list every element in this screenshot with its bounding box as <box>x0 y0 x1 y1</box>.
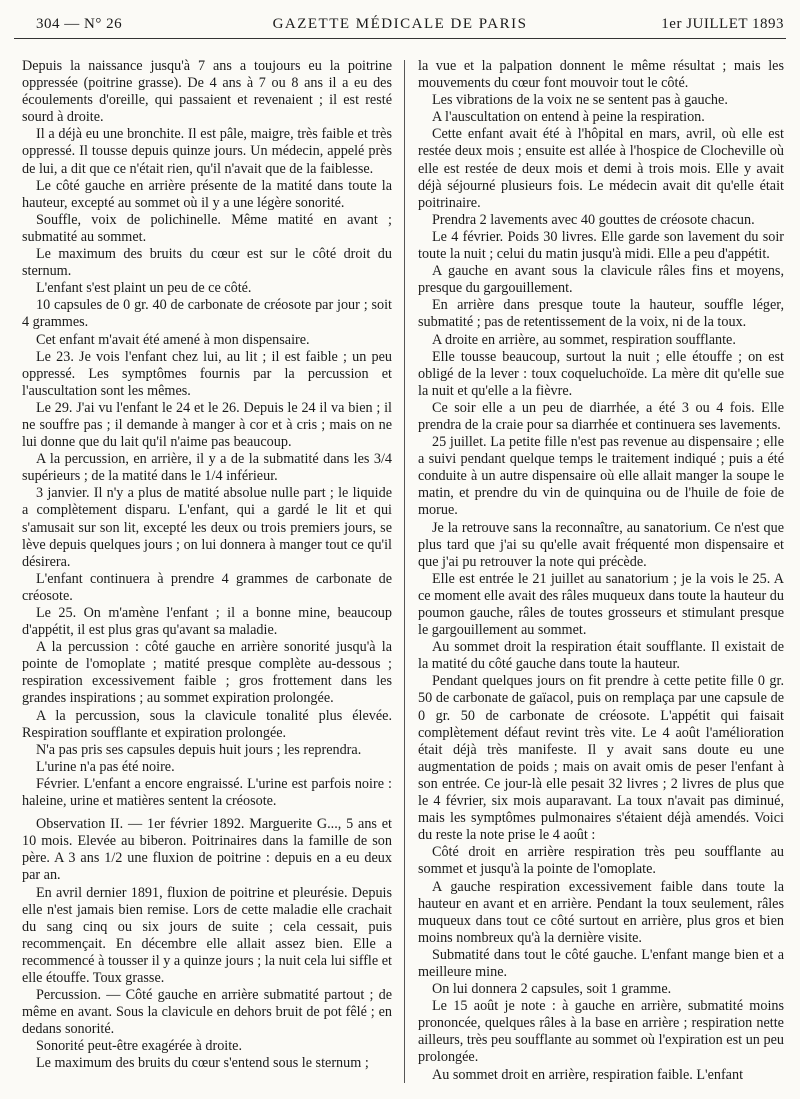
paragraph: Au sommet droit en arrière, respiration faible. L'enfant <box>432 1066 744 1083</box>
paragraph: 3 janvier. Il n'y a plus de matité absolue nulle part ; le liquide a complètement disparu. L'enfant, qui a gardé le lit et qui s'amusait sur son lit, excepté les deux ou trois premiers jours, se lève depuis quelques jours ; on lui donnera à manger tout ce qu'il désirera. <box>22 485 392 570</box>
left-column <box>22 58 392 1085</box>
paragraph: Sonorité peut-être exagérée à droite. <box>36 1038 243 1055</box>
paragraph: Il a déjà eu une bronchite. Il est pâle, maigre, très faible et très oppressé. Il tousse depuis quinze jours. Un médecin, appelé près de lui, a dit que ce n'était rien, qu'il n'avait que de la faiblesse. <box>22 126 392 177</box>
paragraph: Cet enfant m'avait été amené à mon dispensaire. <box>36 331 310 348</box>
paragraph: Percussion. — Côté gauche en arrière submatité partout ; de même en avant. Sous la clavicule en dehors bruit de pot fêlé ; en dedans sonorité. <box>22 987 392 1038</box>
paragraph: On lui donnera 2 capsules, soit 1 gramme. <box>432 981 672 998</box>
paragraph: A la percussion, en arrière, il y a de la submatité dans les 3/4 supérieurs ; de la matité dans le 1/4 inférieur. <box>22 451 392 485</box>
column-divider <box>404 60 405 1083</box>
paragraph: A l'auscultation on entend à peine la respiration. <box>432 109 705 126</box>
paragraph: En avril dernier 1891, fluxion de poitrine et pleurésie. Depuis elle n'est jamais bien remise. Lors de cette maladie elle crachait du sang cinq ou six jours de suite ; cela cessait, puis recommençait. En décembre elle allait assez bien. Elle a recommencé à tousser il y a quinze jours ; la nuit cela lui siffle et elle étouffe. Toux grasse. <box>22 884 392 986</box>
paragraph: Le 23. Je vois l'enfant chez lui, au lit ; il est faible ; un peu oppressé. Les symptômes fournis par la percussion et l'auscultation sont les mêmes. <box>22 348 392 399</box>
paragraph: Au sommet droit la respiration était soufflante. Il existait de la matité du côté gauche dans toute la hauteur. <box>418 639 784 673</box>
paragraph: Je la retrouve sans la reconnaître, au sanatorium. Ce n'est que plus tard que j'ai su qu'elle avait fréquenté mon dispensaire et que j'ai pu retrouver la note qui précède. <box>418 519 784 570</box>
paragraph: N'a pas pris ses capsules depuis huit jours ; les reprendra. <box>36 741 362 758</box>
issue-date: 1er JUILLET 1893 <box>661 16 784 32</box>
paragraph: A la percussion : côté gauche en arrière sonorité jusqu'à la pointe de l'omoplate ; matité presque complète au-dessous ; respiration excessivement faible ; gros frottement dans les grandes inspirations ; au sommet expiration prolongée. <box>22 639 392 707</box>
page-number: 304 — N° 26 <box>36 16 123 32</box>
paragraph: Souffle, voix de polichinelle. Même matité en avant ; submatité au sommet. <box>22 211 392 245</box>
paragraph: Pendant quelques jours on fit prendre à cette petite fille 0 gr. 50 de carbonate de gaïacol, puis on remplaça par une capsule de 0 gr. 50 de carbonate de créosote. L'appétit qui faisait complètement défaut revint très vite. Le 4 août l'amélioration était déjà très manifeste. Il y avait sans doute eu une augmentation de poids ; mais on avait omis de peser l'enfant à son entrée. Ce jour-là elle pesait 32 livres ; 2 livres de plus que le 4 février, six mois auparavant. La toux n'avait pas diminué, mais les symptômes pulmonaires s'étaient déjà amendés. Voici du reste la note prise le 4 août : <box>418 673 784 844</box>
paragraph: Le maximum des bruits du cœur s'entend sous le sternum ; <box>36 1055 369 1072</box>
paragraph: Prendra 2 lavements avec 40 gouttes de créosote chacun. <box>432 211 755 228</box>
paragraph: Le 29. J'ai vu l'enfant le 24 et le 26. Depuis le 24 il va bien ; il ne souffre pas ; il demande à manger à cor et à cris ; mais on ne lui donne que du lait qu'il n'aime pas beaucoup. <box>22 399 392 451</box>
paragraph: Elle est entrée le 21 juillet au sanatorium ; je la vois le 25. A ce moment elle avait des râles muqueux dans toute la hauteur du poumon gauche, râles de toutes grosseurs et stimulant presque le gargouillement au sommet. <box>418 570 784 639</box>
paragraph: Le côté gauche en arrière présente de la matité dans toute la hauteur, excepté au sommet où il y a une légère sonorité. <box>22 177 392 211</box>
paragraph: L'urine n'a pas été noire. <box>36 758 175 775</box>
observation-heading-paragraph: Observation II. — 1er février 1892. Marguerite G..., 5 ans et 10 mois. Elevée au biberon. Poitrinaires dans la famille de son père. A 3 ans 1/2 une fluxion de poitrine : depuis en a eu deux par an. <box>22 816 392 884</box>
paragraph: Février. L'enfant a encore engraissé. L'urine est parfois noire : haleine, urine et matières sentent la créosote. <box>22 775 392 810</box>
paragraph: 25 juillet. La petite fille n'est pas revenue au dispensaire ; elle a suivi pendant quelque temps le traitement indiqué ; puis a été conduite à un autre dispensaire où elle allait manger la soupe le matin, et prendre du vin de quinquina ou de l'huile de foie de morue. <box>418 434 784 519</box>
page-header <box>14 8 786 39</box>
paragraph: Le 4 février. Poids 30 livres. Elle garde son lavement du soir toute la nuit ; celui du matin jusqu'à midi. Elle a peu d'appétit. <box>418 228 784 263</box>
paragraph: A gauche en avant sous la clavicule râles fins et moyens, presque du gargouillement. <box>418 263 784 297</box>
paragraph: Submatité dans tout le côté gauche. L'enfant mange bien et a meilleure mine. <box>418 946 784 980</box>
paragraph: Cette enfant avait été à l'hôpital en mars, avril, où elle est restée deux mois ; ensuite est allée à l'hospice de Clocheville où elle est restée de deux mois et demi à trois mois. Elle y avait déjà séjourné plusieurs fois. Le médecin avait dit qu'elle était poitrinaire. <box>418 126 784 211</box>
paragraph: Le maximum des bruits du cœur est sur le côté droit du sternum. <box>22 246 392 280</box>
paragraph: L'enfant s'est plaint un peu de ce côté. <box>36 280 252 297</box>
paragraph: A la percussion, sous la clavicule tonalité plus élevée. Respiration soufflante et expiration prolongée. <box>22 707 392 741</box>
paragraph: la vue et la palpation donnent le même résultat ; mais les mouvements du cœur font mouvoir tout le côté. <box>418 58 784 92</box>
paragraph: Ce soir elle a un peu de diarrhée, a été 3 ou 4 fois. Elle prendra de la craie pour sa diarrhée et continuera ses lavements. <box>418 399 784 433</box>
paragraph: En arrière dans presque toute la hauteur, souffle léger, submatité ; pas de retentissement de la voix, ni de la toux. <box>418 297 784 331</box>
paragraph: L'enfant continuera à prendre 4 grammes de carbonate de créosote. <box>22 570 392 604</box>
paragraph: Depuis la naissance jusqu'à 7 ans a toujours eu la poitrine oppressée (poitrine grasse). De 4 ans à 7 ou 8 ans il a eu des écoulements d'oreille, qui passaient et revenaient ; il est resté sourd à droite. <box>22 58 392 126</box>
right-column <box>418 58 784 1085</box>
paragraph: Le 25. On m'amène l'enfant ; il a bonne mine, beaucoup d'appétit, il est plus gras qu'avant sa maladie. <box>22 605 392 639</box>
paragraph: Côté droit en arrière respiration très peu soufflante au sommet et jusqu'à la pointe de l'omoplate. <box>418 844 784 878</box>
paragraph: 10 capsules de 0 gr. 40 de carbonate de créosote par jour ; soit 4 grammes. <box>22 297 392 331</box>
paragraph: Le 15 août je note : à gauche en arrière, submatité moins prononcée, quelques râles à la base en arrière ; respiration nette ailleurs, très peu soufflante au sommet où l'expiration est un peu prolongée. <box>418 998 784 1066</box>
journal-title: GAZETTE MÉDICALE DE PARIS <box>272 16 528 32</box>
paragraph: A gauche respiration excessivement faible dans toute la hauteur en avant et en arrière. Pendant la toux seulement, râles muqueux dans tout ce côté surtout en arrière, plus gros et bien moins nombreux qu'à la dernière visite. <box>418 878 784 946</box>
paragraph: Les vibrations de la voix ne se sentent pas à gauche. <box>432 92 728 109</box>
paragraph: Elle tousse beaucoup, surtout la nuit ; elle étouffe ; on est obligé de la lever : toux coqueluchoïde. La mère dit qu'elle sue la nuit et qu'elle a la fièvre. <box>418 348 784 399</box>
paragraph: A droite en arrière, au sommet, respiration soufflante. <box>432 331 736 348</box>
